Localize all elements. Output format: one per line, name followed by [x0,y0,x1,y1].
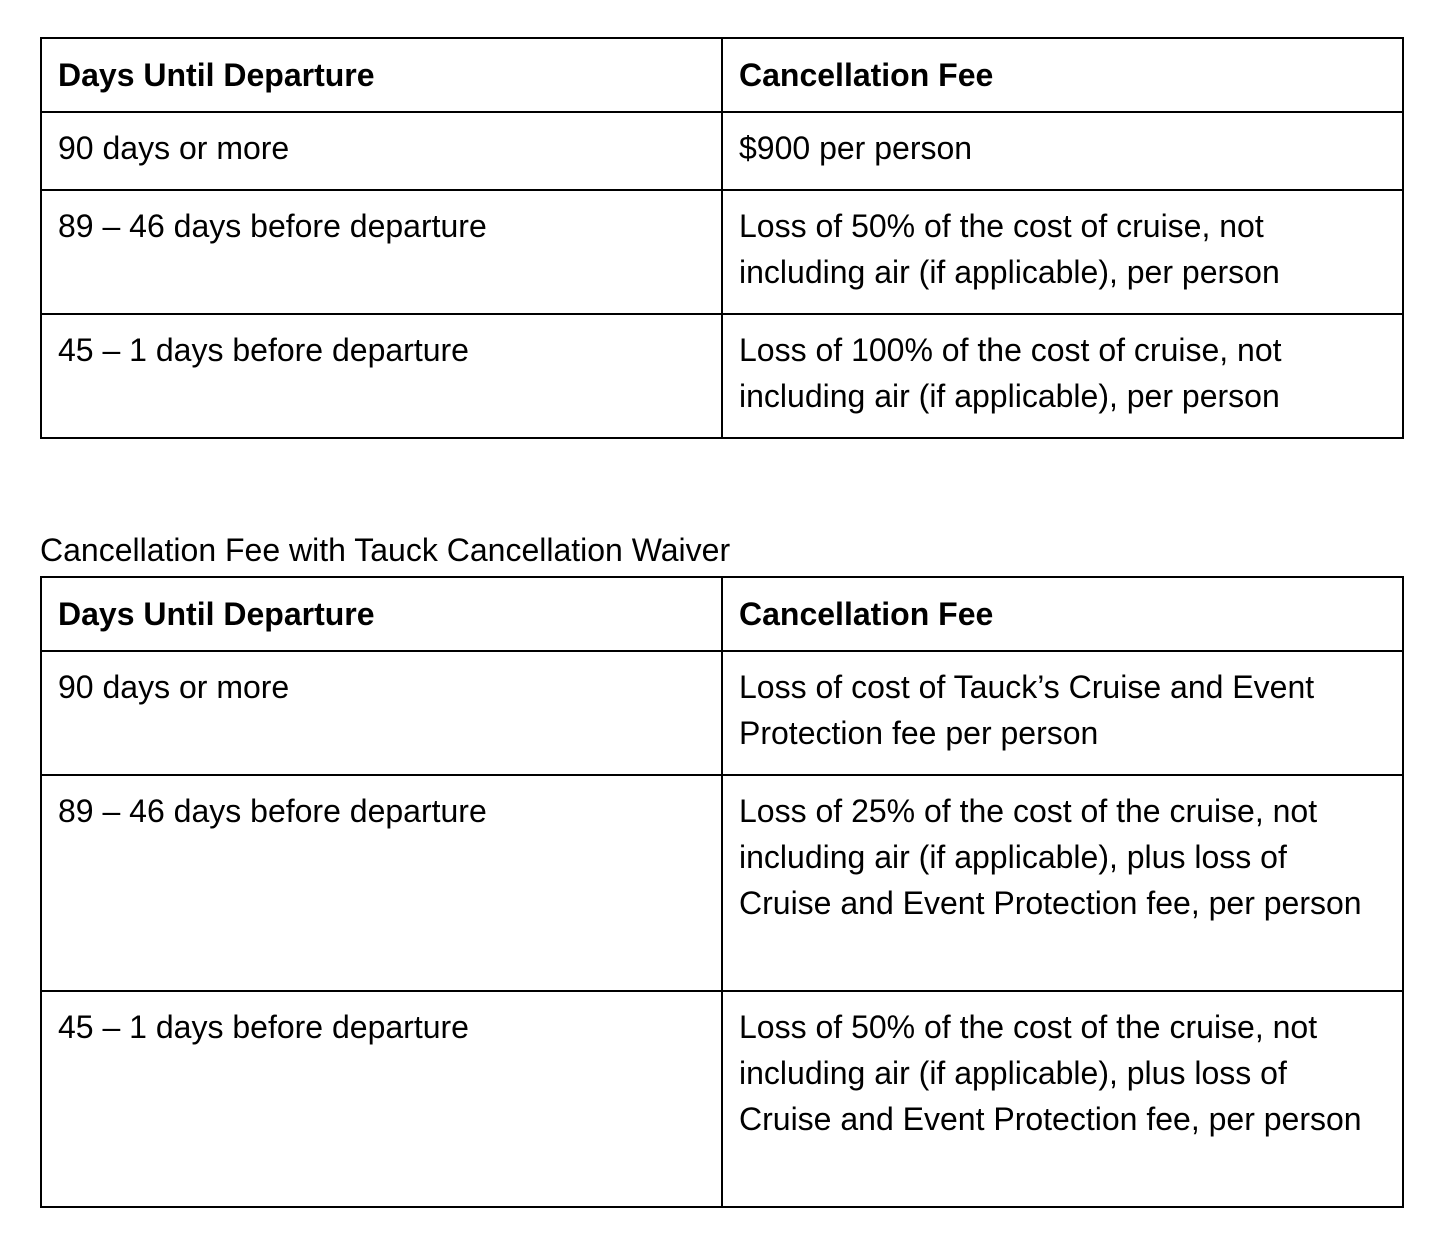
days-cell: 89 – 46 days before departure [41,190,722,314]
table-header-row [41,577,1403,651]
days-cell: 90 days or more [41,112,722,190]
table-row [41,775,1403,991]
table-row [41,314,1403,438]
fee-cell: Loss of 50% of the cost of cruise, not including air (if applicable), per person [722,190,1403,314]
fee-cell: Loss of cost of Tauck’s Cruise and Event Protection fee per person [722,651,1403,775]
days-cell: 90 days or more [41,651,722,775]
fee-cell: $900 per person [722,112,1403,190]
fee-cell: Loss of 100% of the cost of cruise, not including air (if applicable), per person [722,314,1403,438]
waiver-section-caption: Cancellation Fee with Tauck Cancellation Waiver [40,532,731,568]
header-days-until-departure: Days Until Departure [41,577,722,651]
header-cancellation-fee: Cancellation Fee [722,38,1403,112]
waiver-cancellation-table [40,576,1404,1208]
header-days-until-departure: Days Until Departure [41,38,722,112]
table-header-row [41,38,1403,112]
table-row [41,991,1403,1207]
days-cell: 89 – 46 days before departure [41,775,722,991]
fee-cell: Loss of 25% of the cost of the cruise, not including air (if applicable), plus loss of Cruise and Event Protection fee, per person [722,775,1403,991]
standard-cancellation-table [40,37,1404,439]
table-row [41,651,1403,775]
table-row [41,190,1403,314]
fee-cell: Loss of 50% of the cost of the cruise, not including air (if applicable), plus loss of Cruise and Event Protection fee, per person [722,991,1403,1207]
table-row [41,112,1403,190]
days-cell: 45 – 1 days before departure [41,314,722,438]
days-cell: 45 – 1 days before departure [41,991,722,1207]
header-cancellation-fee: Cancellation Fee [722,577,1403,651]
